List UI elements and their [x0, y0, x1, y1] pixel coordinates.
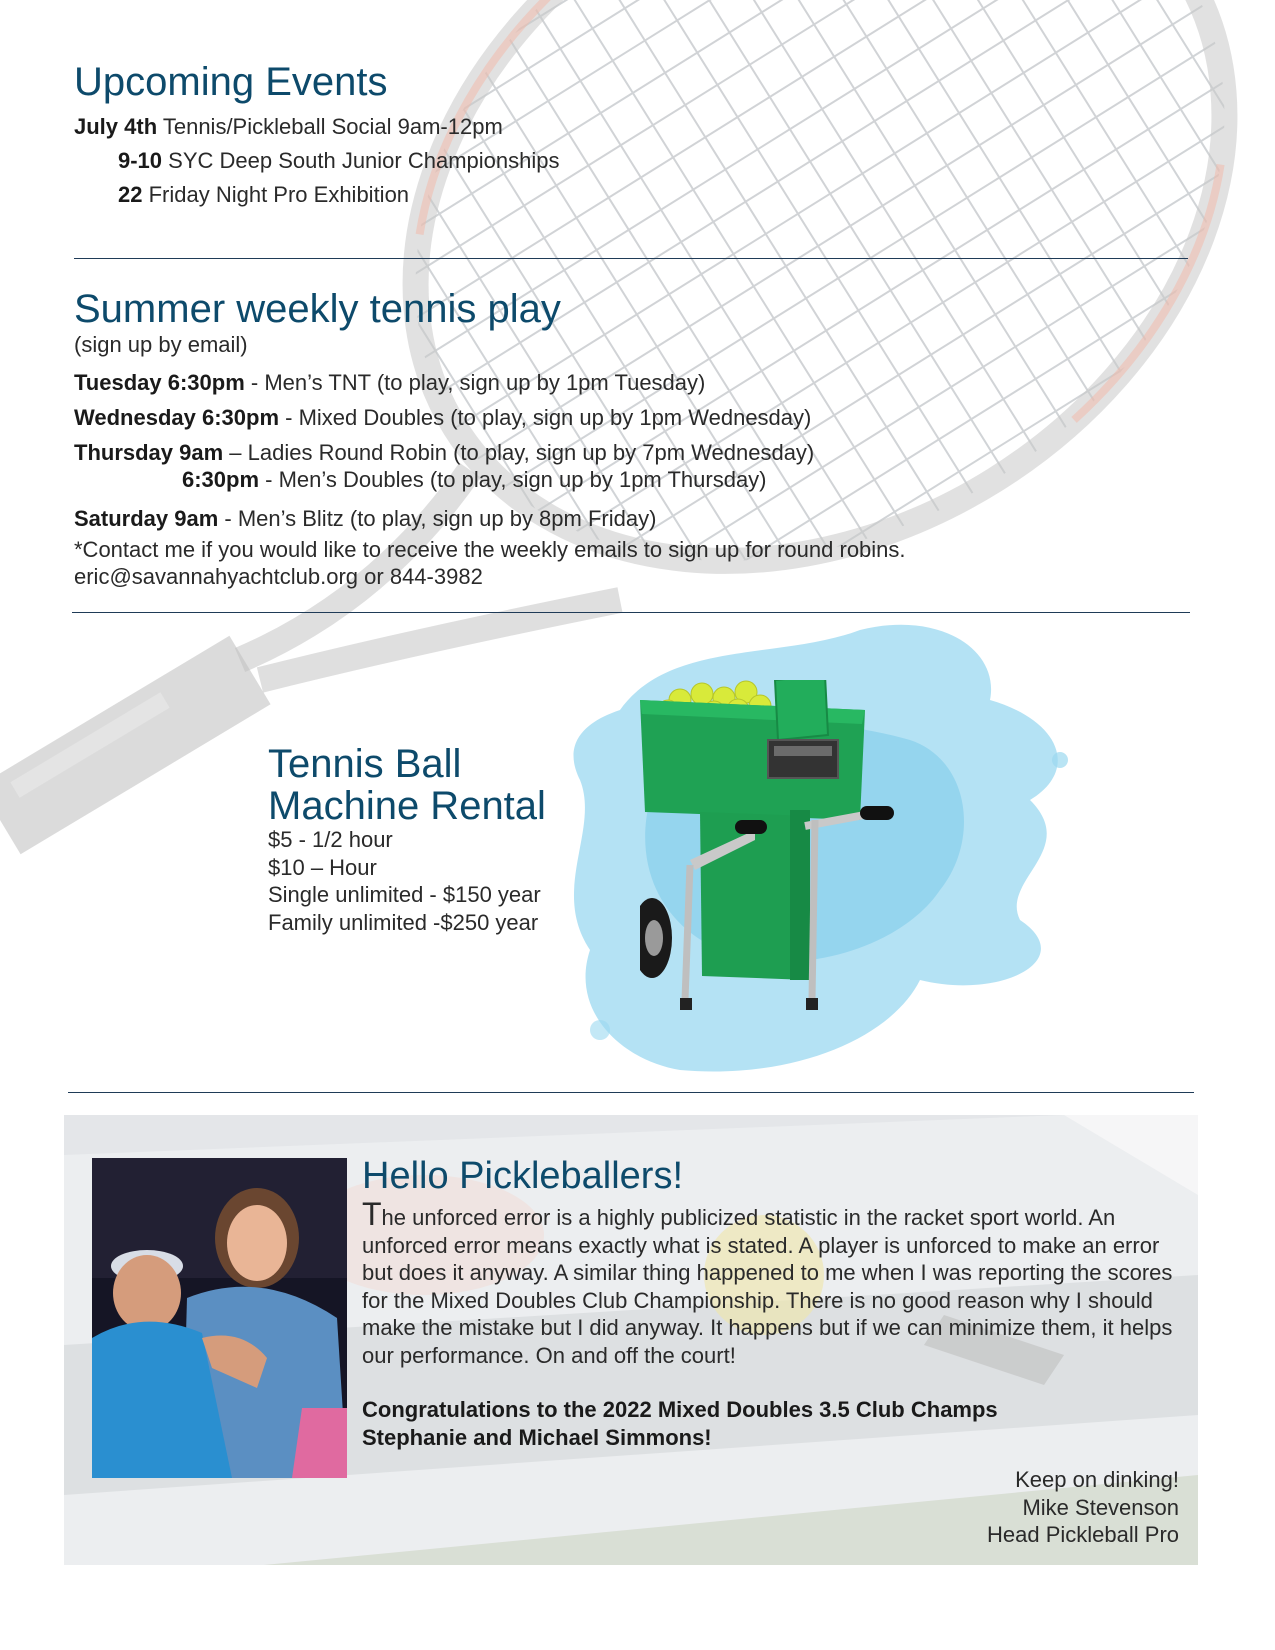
schedule-item	[74, 466, 814, 493]
contact-email-phone[interactable]: eric@savannahyachtclub.org or 844-3982	[74, 564, 483, 589]
price-item: $10 – Hour	[268, 854, 377, 880]
schedule-time: Thursday 9am	[74, 440, 224, 465]
section-divider	[74, 258, 1188, 259]
events-list	[74, 110, 560, 212]
signoff	[987, 1466, 1179, 1549]
event-description: Friday Night Pro Exhibition	[142, 182, 410, 207]
schedule-time: Wednesday 6:30pm	[74, 405, 280, 430]
upcoming-events-heading: Upcoming Events	[74, 60, 388, 104]
drop-cap: T	[362, 1196, 382, 1232]
signoff-title: Head Pickleball Pro	[987, 1522, 1179, 1547]
price-item: Family unlimited -$250 year	[268, 909, 539, 935]
event-date: 9-10	[118, 148, 163, 173]
schedule-item	[74, 365, 814, 400]
contact-note: *Contact me if you would like to receive the weekly emails to sign up for round robins.	[74, 537, 906, 562]
ball-machine-image	[640, 680, 940, 1060]
contact-info	[74, 536, 906, 590]
congratulations-note	[362, 1396, 998, 1451]
rental-title-line2: Machine Rental	[268, 784, 546, 828]
event-item	[74, 144, 560, 178]
event-item	[74, 110, 560, 144]
price-item: Single unlimited - $150 year	[268, 882, 541, 907]
signoff-name: Mike Stevenson	[1022, 1494, 1179, 1520]
signup-note: (sign up by email)	[74, 332, 248, 357]
schedule-description: – Ladies Round Robin (to play, sign up by 7pm Wednesday)	[223, 440, 815, 465]
rental-price-list	[268, 826, 541, 936]
schedule-item	[74, 400, 814, 435]
weekly-play-heading: Summer weekly tennis play	[74, 287, 561, 331]
weekly-schedule	[74, 365, 814, 536]
pickleball-article	[362, 1196, 1182, 1369]
schedule-description: - Mixed Doubles (to play, sign up by 1pm Wednesday)	[279, 405, 812, 430]
price-item: $5 - 1/2 hour	[268, 827, 393, 852]
schedule-item	[74, 439, 814, 466]
pickleball-heading: Hello Pickleballers!	[362, 1155, 684, 1197]
rental-title-line1: Tennis Ball	[268, 742, 462, 786]
champions-photo	[92, 1158, 347, 1478]
event-description: SYC Deep South Junior Championships	[162, 148, 560, 173]
section-divider	[68, 1092, 1194, 1093]
section-divider	[72, 612, 1190, 613]
article-text: he unforced error is a highly publicized statistic in the racket sport world. An unforced error means exactly what is stated. A player is unforced to make an error but does it anyway. A similar thing happened to me when I was reporting the scores for the Mixed Doubles Club Championship. There is no good reason why I should make the mistake but I did anyway. It happens but if we can minimize them, it helps our performance. On and off the court!	[362, 1205, 1173, 1368]
event-date: 22	[118, 182, 143, 207]
event-date: July 4th	[74, 114, 158, 139]
ball-machine-rental-heading	[268, 743, 546, 827]
schedule-item	[74, 501, 814, 536]
event-item	[74, 178, 560, 212]
schedule-time: 6:30pm	[182, 467, 260, 492]
congrats-line: Stephanie and Michael Simmons!	[362, 1424, 712, 1450]
schedule-time: Saturday 9am	[74, 506, 219, 531]
schedule-description: - Men’s Doubles (to play, sign up by 1pm Thursday)	[259, 467, 767, 492]
event-description: Tennis/Pickleball Social 9am-12pm	[157, 114, 503, 139]
congrats-line: Congratulations to the 2022 Mixed Doubles 3.5 Club Champs	[362, 1397, 998, 1422]
schedule-description: - Men’s TNT (to play, sign up by 1pm Tuesday)	[244, 370, 706, 395]
signoff-line: Keep on dinking!	[1015, 1467, 1179, 1492]
schedule-time: Tuesday 6:30pm	[74, 370, 245, 395]
schedule-description: - Men’s Blitz (to play, sign up by 8pm Friday)	[218, 506, 657, 531]
